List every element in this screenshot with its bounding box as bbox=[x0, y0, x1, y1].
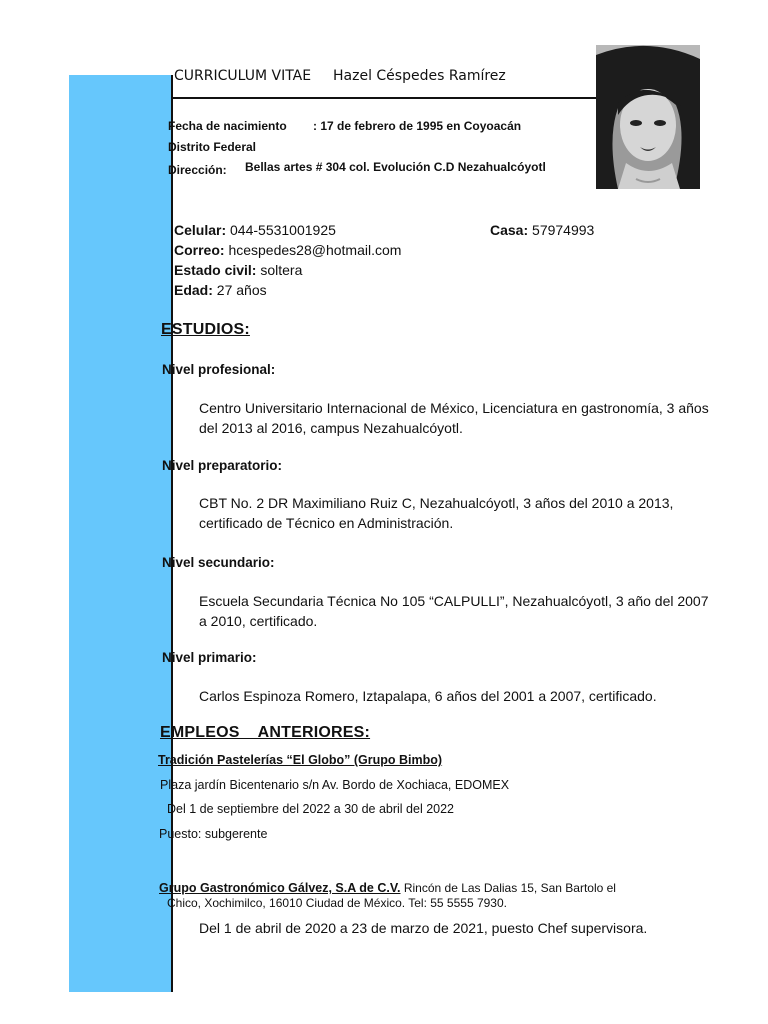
level-preparatory-text: CBT No. 2 DR Maximiliano Ruiz C, Nezahualcóyotl, 3 años del 2010 a 2013, certificado de Técnico en Administración. bbox=[199, 495, 674, 531]
job2-address-2: Chico, Xochimilco, 16010 Ciudad de México. Tel: 55 5555 7930. bbox=[167, 896, 507, 910]
email-value: hcespedes28@hotmail.com bbox=[224, 242, 402, 258]
level-primary-text: Carlos Espinoza Romero, Iztapalapa, 6 años del 2001 a 2007, certificado. bbox=[199, 688, 657, 704]
jobs-heading bbox=[160, 724, 370, 742]
birth-value: : 17 de febrero de 1995 en Coyoacán bbox=[313, 119, 522, 133]
civil-status-row bbox=[174, 262, 302, 278]
sidebar-band bbox=[69, 75, 172, 992]
birth-continuation: Distrito Federal bbox=[168, 140, 257, 154]
address-value: Bellas artes # 304 col. Evolución C.D Nezahualcóyotl bbox=[245, 160, 546, 174]
level-professional-label: Nivel profesional: bbox=[162, 362, 276, 377]
civil-value: soltera bbox=[256, 262, 303, 278]
level-preparatory-label: Nivel preparatorio: bbox=[162, 458, 283, 473]
job1-place: Plaza jardín Bicentenario s/n Av. Bordo de Xochiaca, EDOMEX bbox=[160, 778, 510, 792]
home-value: 57974993 bbox=[528, 222, 595, 238]
job2-dates: Del 1 de abril de 2020 a 23 de marzo de 2021, puesto Chef supervisora. bbox=[199, 920, 648, 936]
job2-address-1: Rincón de Las Dalias 15, San Bartolo el bbox=[400, 881, 616, 895]
job1-dates: Del 1 de septiembre del 2022 a 30 de abril del 2022 bbox=[167, 802, 455, 816]
age-label: Edad: bbox=[174, 282, 213, 298]
cv-title bbox=[174, 68, 311, 84]
job1-title: Tradición Pastelerías “El Globo” (Grupo Bimbo) bbox=[158, 753, 443, 767]
studies-heading: ESTUDIOS: bbox=[161, 321, 250, 338]
level-professional-text: Centro Universitario Internacional de México, Licenciatura en gastronomía, 3 años del 2013 al 2016, campus Nezahualcóyotl. bbox=[199, 400, 709, 436]
cell-row bbox=[174, 222, 336, 238]
level-secondary-text: Escuela Secundaria Técnica No 105 “CALPULLI”, Nezahualcóyotl, 3 año del 2007 a 2010, certificado. bbox=[199, 593, 709, 629]
home-phone-row bbox=[490, 222, 594, 238]
age-row bbox=[174, 282, 267, 298]
job1-role: Puesto: subgerente bbox=[159, 827, 268, 841]
birth-label: Fecha de nacimiento bbox=[168, 119, 287, 133]
cell-label: Celular: bbox=[174, 222, 227, 238]
job2-title: Grupo Gastronómico Gálvez, S.A de C.V. bbox=[159, 881, 401, 895]
cv-title-text: CURRICULUM VITAE bbox=[174, 68, 312, 84]
level-primary-label: Nivel primario: bbox=[162, 650, 257, 665]
email-row bbox=[174, 242, 401, 258]
jobs-heading-text: EMPLEOS ANTERIORES: bbox=[160, 724, 371, 741]
civil-label: Estado civil: bbox=[174, 262, 257, 278]
content-area bbox=[158, 0, 768, 1024]
email-label: Correo: bbox=[174, 242, 225, 258]
cv-name: Hazel Céspedes Ramírez bbox=[333, 68, 506, 84]
cell-value: 044-5531001925 bbox=[226, 222, 336, 238]
level-secondary-label: Nivel secundario: bbox=[162, 555, 275, 570]
job2-header bbox=[159, 879, 616, 897]
address-label: Dirección: bbox=[168, 163, 227, 177]
age-value: 27 años bbox=[212, 282, 267, 298]
home-label: Casa: bbox=[490, 222, 529, 238]
